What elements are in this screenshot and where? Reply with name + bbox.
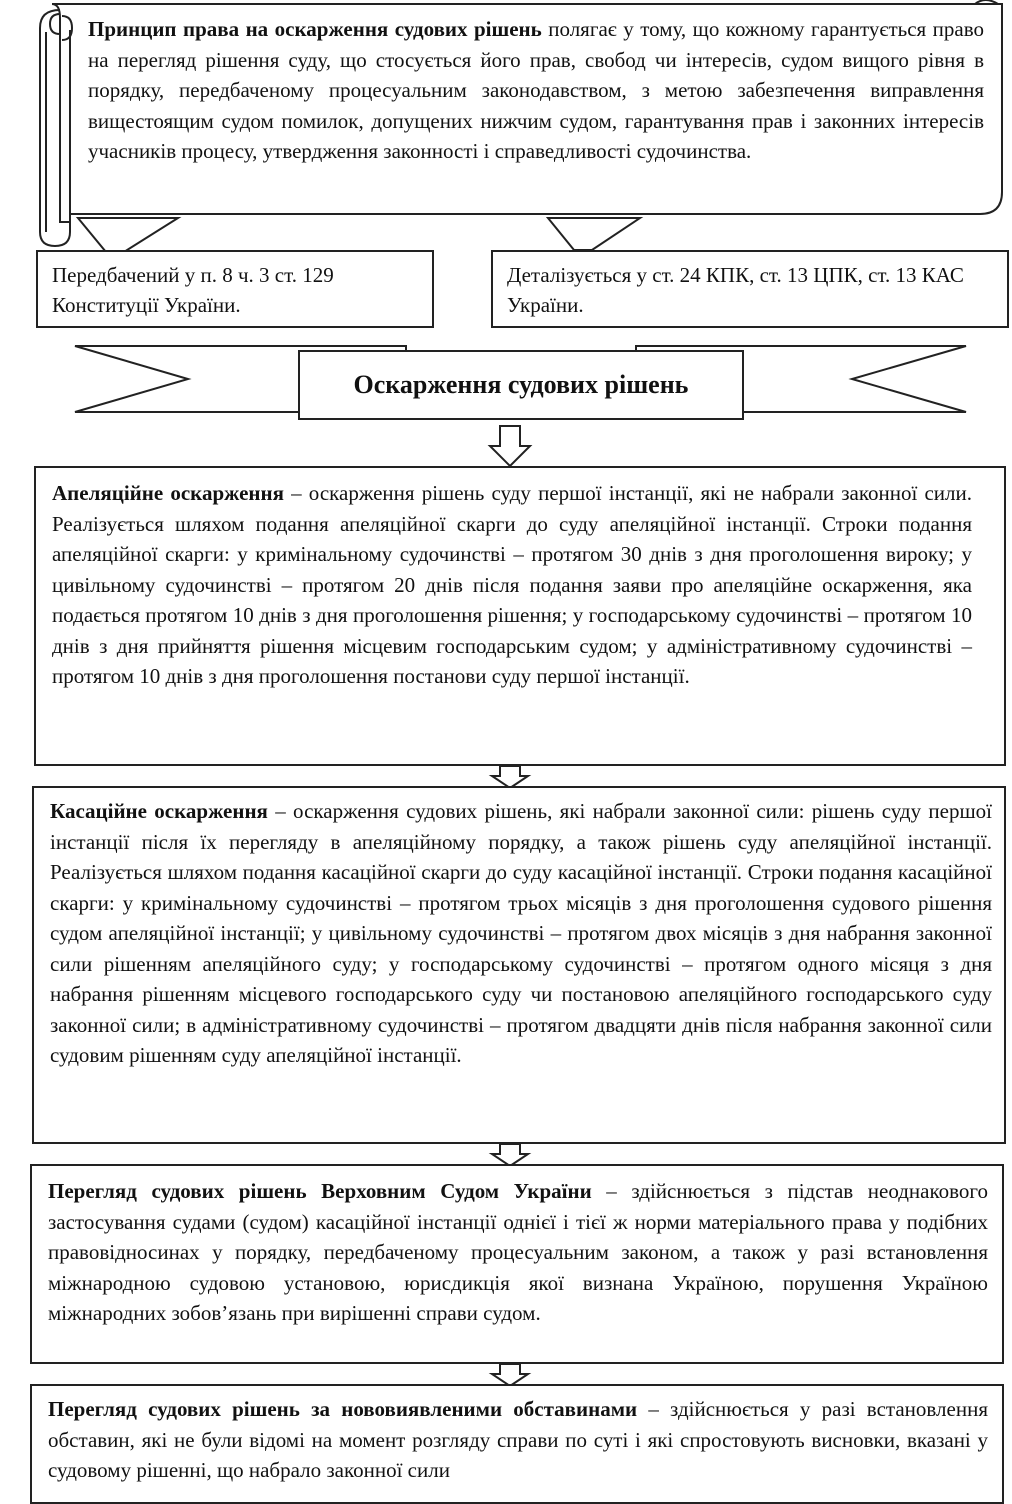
newly-text: – здійснюється у разі встановлення обставин, які не були відомі на момент розгляду справи по суті і які спростовують висновки, вказані у судовому рішенні, що набрало законної сили: [48, 1397, 988, 1482]
appeal-text: – оскарження рішень суду першої інстанції, які не набрали законної сили. Реалізується шляхом подання апеляційної скарги до суду апеляційної інстанції. Строки подання апеляційної скарги: у кримінальному судочинстві – протягом 30 днів з дня проголошення вироку; у цивільному судочинстві – протягом 20 днів після подання заяви про апеляційне оскарження, яка подається протягом 10 днів з дня проголошення рішення; у господарському судочинстві – протягом 10 днів з дня прийняття рішення місцевим господарським судом; у адміністративному судочинстві – протягом 10 днів з дня проголошення постанови суду першої інстанції.: [52, 481, 972, 688]
cassation-definition: [50, 796, 992, 1071]
appeal-definition: [52, 478, 972, 692]
principle-text: полягає у тому, що кожному гарантується право на перегляд рішення суду, що стосується його прав, свобод чи інтересів, судом вищого рівня в порядку, передбаченому процесуальним законодавством, з метою забезпечення виправлення вищестоящим судом помилок, допущених нижчим судом, гарантування прав і законних інтересів учасників процесу, утвердження законності і справедливості судочинства.: [88, 17, 984, 163]
codes-note-box: [491, 250, 1009, 328]
codes-note: Деталізується у ст. 24 КПК, ст. 13 ЦПК, ст. 13 КАС України.: [507, 263, 964, 317]
title-box: [298, 350, 744, 420]
diagram-title: Оскарження судових рішень: [353, 370, 689, 399]
principle-lead: Принцип права на оскарження судових рішень: [88, 17, 542, 41]
constitution-note: Передбачений у п. 8 ч. 3 ст. 129 Конституції України.: [52, 263, 334, 317]
down-arrow-cassation: [492, 1144, 528, 1166]
constitution-note-box: [36, 250, 434, 328]
supreme-text: – здійснюється з підстав неоднакового застосування судами (судом) касаційної інстанції однієї і тієї ж норми матеріального права у подібних правовідносинах у порядку, передбаченому процесуальним законом, а також у разі встановлення міжнародною судовою установою, юрисдикція якої визнана Україною, порушення Україною міжнародних зобов’язань при вирішенні справи судом.: [48, 1179, 988, 1325]
left-callout-tail: [78, 218, 178, 252]
right-callout-tail: [548, 218, 640, 250]
newly-lead: Перегляд судових рішень за нововиявленими обставинами: [48, 1397, 638, 1421]
appeal-lead: Апеляційне оскарження: [52, 481, 284, 505]
principle-definition: [88, 14, 984, 167]
newly-definition: [48, 1394, 988, 1486]
supreme-lead: Перегляд судових рішень Верховним Судом України: [48, 1179, 592, 1203]
down-arrow-appeal: [492, 766, 528, 788]
supreme-definition: [48, 1176, 988, 1329]
down-arrow-title: [490, 426, 530, 466]
cassation-text: – оскарження судових рішень, які набрали законної сили: рішень суду першої інстанції після їх перегляду в апеляційному порядку, а також рішень суду апеляційної інстанції. Реалізується шляхом подання касаційної скарги до суду касаційної інстанції. Строки подання касаційної скарги: у кримінальному судочинстві – протягом трьох місяців з дня проголошення судового рішення судом апеляційної інстанції; у цивільному судочинстві – протягом двох місяців з дня набрання законної сили рішенням апеляційного суду; у господарському судочинстві – протягом одного місяця з дня набрання рішенням місцевого господарського суду чи постановою апеляційного господарського суду законної сили; в адміністративному судочинстві – протягом двадцяти днів після набрання законної сили судовим рішенням суду апеляційної інстанції.: [50, 799, 992, 1067]
cassation-lead: Касаційне оскарження: [50, 799, 268, 823]
down-arrow-supreme: [492, 1364, 528, 1386]
